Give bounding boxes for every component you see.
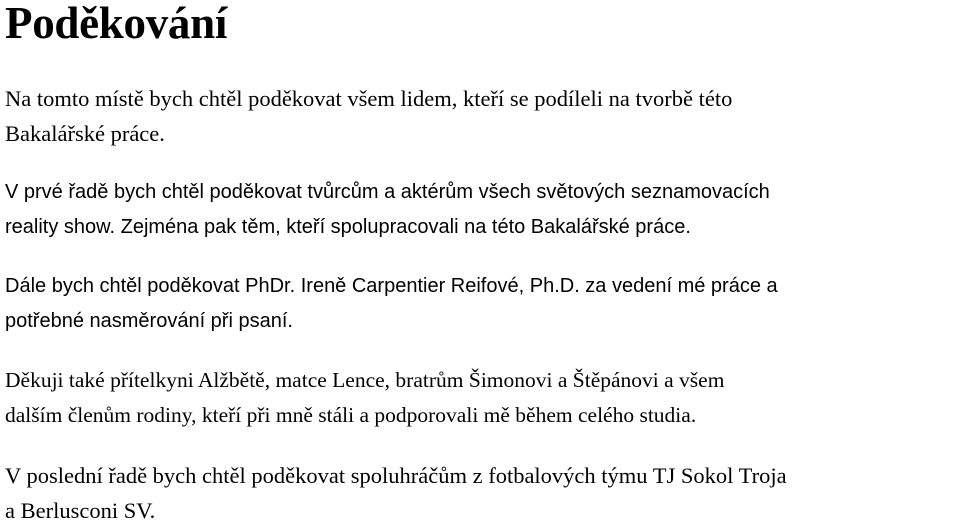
paragraph-line: dalším členům rodiny, kteří při mně stáli a podporovali mě během celého studia. bbox=[5, 403, 697, 427]
paragraph-line: reality show. Zejména pak těm, kteří spolupracovali na této Bakalářské práce. bbox=[5, 216, 691, 238]
paragraph-line: Na tomto místě bych chtěl poděkovat všem lidem, kteří se podíleli na tvorbě této bbox=[5, 86, 733, 111]
paragraph-line: V poslední řadě bych chtěl poděkovat spoluhráčům z fotbalových týmu TJ Sokol Troja bbox=[5, 463, 787, 488]
paragraph-line: Děkuji také přítelkyni Alžbětě, matce Lence, bratrům Šimonovi a Štěpánovi a všem bbox=[5, 368, 725, 392]
paragraph-line: a Berlusconi SV. bbox=[5, 498, 156, 523]
paragraph-intro bbox=[5, 81, 732, 151]
page-title: Poděkování bbox=[5, 0, 228, 48]
paragraph-line: V prvé řadě bych chtěl poděkovat tvůrcům a aktérům všech světových seznamovacích bbox=[5, 181, 770, 203]
paragraph-line: Bakalářské práce. bbox=[5, 121, 165, 146]
paragraph-teammates bbox=[5, 458, 787, 528]
paragraph-supervisor bbox=[5, 269, 778, 339]
paragraph-line: Dále bych chtěl poděkovat PhDr. Ireně Carpentier Reifové, Ph.D. za vedení mé práce a bbox=[5, 275, 778, 297]
paragraph-line: potřebné nasměrování při psaní. bbox=[5, 310, 293, 332]
paragraph-family bbox=[5, 363, 724, 433]
paragraph-reality-show bbox=[5, 175, 770, 245]
